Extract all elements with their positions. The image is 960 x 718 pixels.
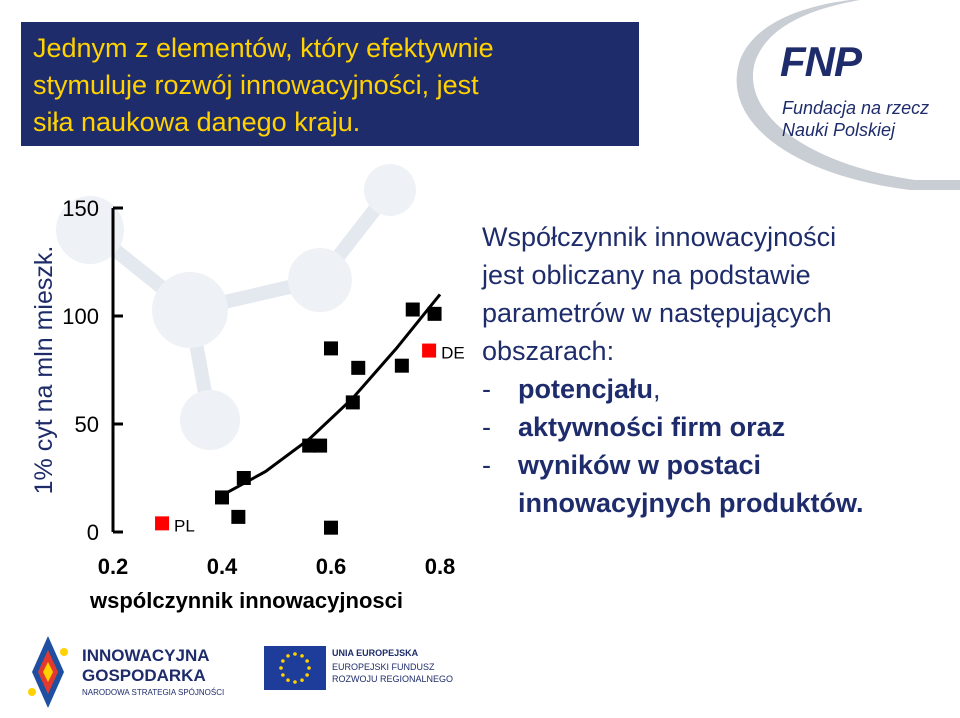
eu-star-icon [281, 659, 285, 663]
bullet-continuation: innowacyjnych produktów. [518, 488, 864, 518]
eu-star-icon [300, 654, 304, 658]
y-tick-label: 0 [86, 520, 99, 545]
title-line: Jednym z elementów, który efektywnie [33, 33, 494, 63]
eu-star-icon [286, 678, 290, 682]
eu-star-icon [293, 652, 297, 656]
bullet-dash: - [482, 450, 491, 480]
data-point [324, 341, 338, 355]
ig-text: GOSPODARKA [82, 666, 206, 685]
axes [113, 208, 123, 532]
description-panel [482, 218, 952, 522]
eu-text: EUROPEJSKI FUNDUSZ [332, 662, 435, 672]
data-point [237, 471, 251, 485]
data-point [215, 490, 229, 504]
eu-star-icon [286, 654, 290, 658]
data-point [406, 303, 420, 317]
bullet-text: wyników w postaci [518, 450, 762, 480]
description-line: jest obliczany na podstawie [482, 260, 811, 290]
tick-labels [62, 196, 455, 579]
scatter-chart [0, 180, 480, 620]
fnp-logo [770, 34, 950, 144]
bullet-suffix: , [653, 374, 661, 404]
fnp-name-line: Nauki Polskiej [782, 120, 896, 140]
bullet-dash: - [482, 412, 491, 442]
point-de [422, 344, 436, 358]
y-tick-label: 150 [62, 196, 99, 221]
title-box [21, 22, 639, 146]
y-axis-label: 1% cyt na mln mieszk. [30, 245, 58, 495]
y-tick-label: 50 [74, 412, 99, 437]
data-point [231, 510, 245, 524]
eu-star-icon [307, 666, 311, 670]
footer-logos [0, 628, 960, 718]
x-tick-label: 0.2 [97, 554, 129, 579]
y-tick-label: 100 [62, 304, 99, 329]
data-point [395, 359, 409, 373]
fnp-abbr: FNP [780, 38, 861, 85]
eu-star-icon [279, 666, 283, 670]
description-line: parametrów w następujących [482, 298, 832, 328]
x-tick-label: 0.4 [206, 554, 238, 579]
ig-text: INNOWACYJNA [82, 646, 210, 665]
data-point [351, 361, 365, 375]
title-line: stymuluje rozwój innowacyjności, jest [33, 70, 479, 100]
x-tick-label: 0.6 [315, 554, 347, 579]
point-pl [155, 516, 169, 530]
eu-logo [262, 640, 454, 700]
description-heading: Współczynnik innowacyjności [482, 222, 837, 252]
series-label: DE [441, 343, 465, 363]
bullet-dash: - [482, 374, 491, 404]
bullet-item [482, 370, 952, 408]
bullet-item [482, 446, 952, 484]
x-tick-label: 0.8 [424, 554, 456, 579]
fnp-name-line: Fundacja na rzecz [782, 98, 930, 118]
bullet-text: aktywności firm oraz [518, 412, 786, 442]
innowacyjna-gospodarka-logo [20, 632, 240, 716]
description-line: obszarach: [482, 336, 615, 366]
bullet-item [482, 408, 952, 446]
eu-text: UNIA EUROPEJSKA [332, 648, 419, 658]
data-point [324, 521, 338, 535]
eu-star-icon [293, 680, 297, 684]
trend-group [222, 294, 440, 495]
eu-text: ROZWOJU REGIONALNEGO [332, 674, 454, 684]
x-axis-label: wspólczynnik innowacyjnosci [90, 588, 403, 613]
bullet-text: potencjału [518, 374, 654, 404]
eu-star-icon [300, 678, 304, 682]
eu-star-icon [281, 673, 285, 677]
title-line: siła naukowa danego kraju. [33, 107, 361, 137]
data-point [313, 439, 327, 453]
data-point [428, 307, 442, 321]
series-label: PL [174, 516, 195, 536]
data-point [346, 395, 360, 409]
eu-star-icon [305, 659, 309, 663]
eu-flag-icon [264, 646, 326, 690]
ig-subtext: NARODOWA STRATEGIA SPÓJNOŚCI [82, 688, 225, 697]
points-group [155, 303, 442, 535]
trend-line [222, 294, 440, 495]
ig-emblem-icon [20, 632, 76, 712]
eu-star-icon [305, 673, 309, 677]
